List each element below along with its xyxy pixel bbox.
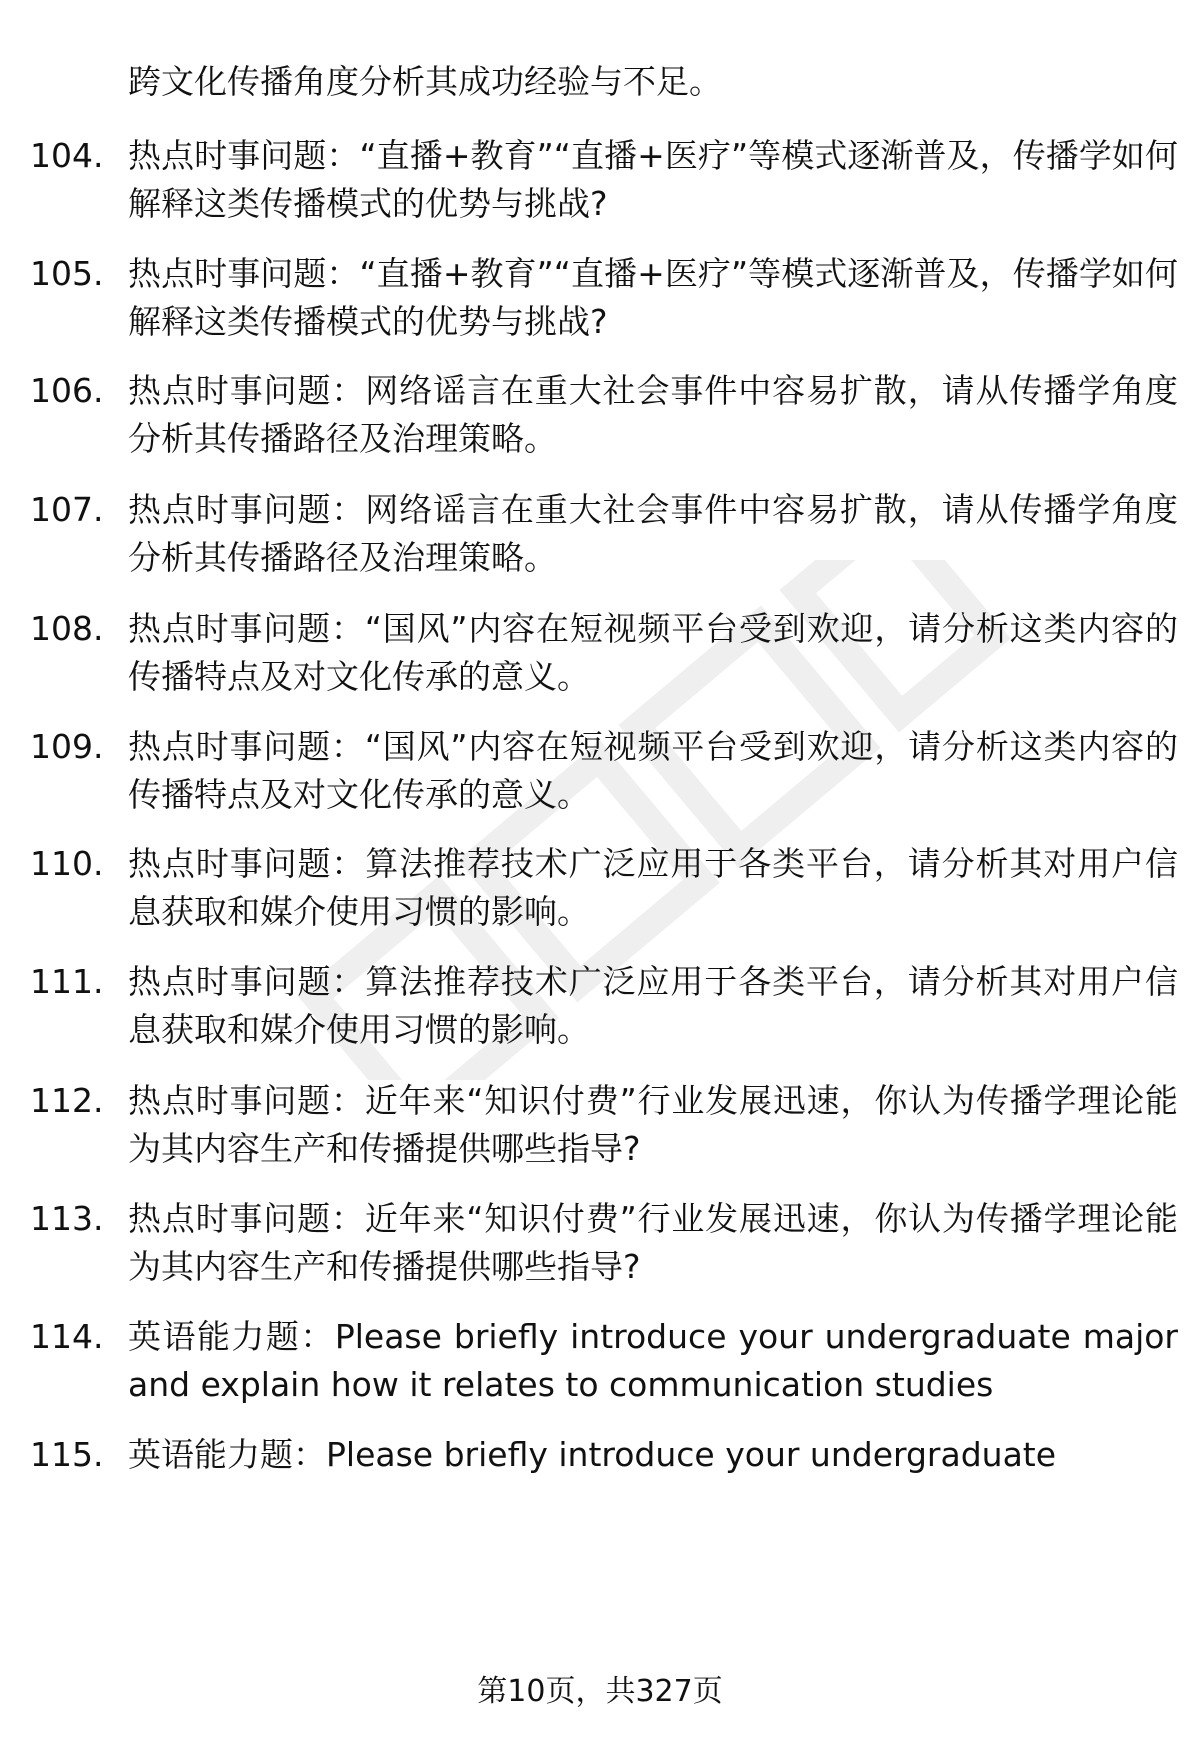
item-text: 热点时事问题：“直播+教育”“直播+医疗”等模式逐渐普及，传播学如何解释这类传播模式的优势与挑战? xyxy=(128,136,1178,223)
item-number: 109. xyxy=(30,727,104,766)
item-text: 热点时事问题：近年来“知识付费”行业发展迅速，你认为传播学理论能为其内容生产和传播提供哪些指导? xyxy=(128,1199,1178,1286)
item-text: 热点时事问题：近年来“知识付费”行业发展迅速，你认为传播学理论能为其内容生产和传播提供哪些指导? xyxy=(128,1081,1178,1168)
item-number: 115. xyxy=(30,1435,104,1474)
item-number: 114. xyxy=(30,1317,104,1356)
item-number: 105. xyxy=(30,254,104,293)
item-text: 热点时事问题：“国风”内容在短视频平台受到欢迎，请分析这类内容的传播特点及对文化传承的意义。 xyxy=(128,727,1178,814)
item-number: 112. xyxy=(30,1081,104,1120)
item-number: 113. xyxy=(30,1199,104,1238)
item-text: 热点时事问题：网络谣言在重大社会事件中容易扩散，请从传播学角度分析其传播路径及治理策略。 xyxy=(128,371,1178,458)
item-number: 110. xyxy=(30,844,104,883)
item-text: 热点时事问题：算法推荐技术广泛应用于各类平台，请分析其对用户信息获取和媒介使用习惯的影响。 xyxy=(128,962,1178,1049)
item-text: 英语能力题：Please briefly introduce your undergraduate xyxy=(128,1435,1057,1474)
item-text: 热点时事问题：算法推荐技术广泛应用于各类平台，请分析其对用户信息获取和媒介使用习惯的影响。 xyxy=(128,844,1178,931)
item-text: 热点时事问题：“直播+教育”“直播+医疗”等模式逐渐普及，传播学如何解释这类传播模式的优势与挑战? xyxy=(128,254,1178,341)
page-footer: 第10页，共327页 xyxy=(477,1674,723,1709)
item-number: 108. xyxy=(30,609,104,648)
item-number: 104. xyxy=(30,136,104,175)
item-number: 106. xyxy=(30,371,104,410)
item-number: 107. xyxy=(30,490,104,529)
continuation-text: 跨文化传播角度分析其成功经验与不足。 xyxy=(128,62,722,101)
item-text: 热点时事问题：网络谣言在重大社会事件中容易扩散，请从传播学角度分析其传播路径及治理策略。 xyxy=(128,490,1178,577)
item-number: 111. xyxy=(30,962,104,1001)
item-text: 热点时事问题：“国风”内容在短视频平台受到欢迎，请分析这类内容的传播特点及对文化传承的意义。 xyxy=(128,609,1178,696)
item-text: 英语能力题：Please briefly introduce your undergraduate major and explain how it relates to communication studies xyxy=(128,1317,1178,1404)
